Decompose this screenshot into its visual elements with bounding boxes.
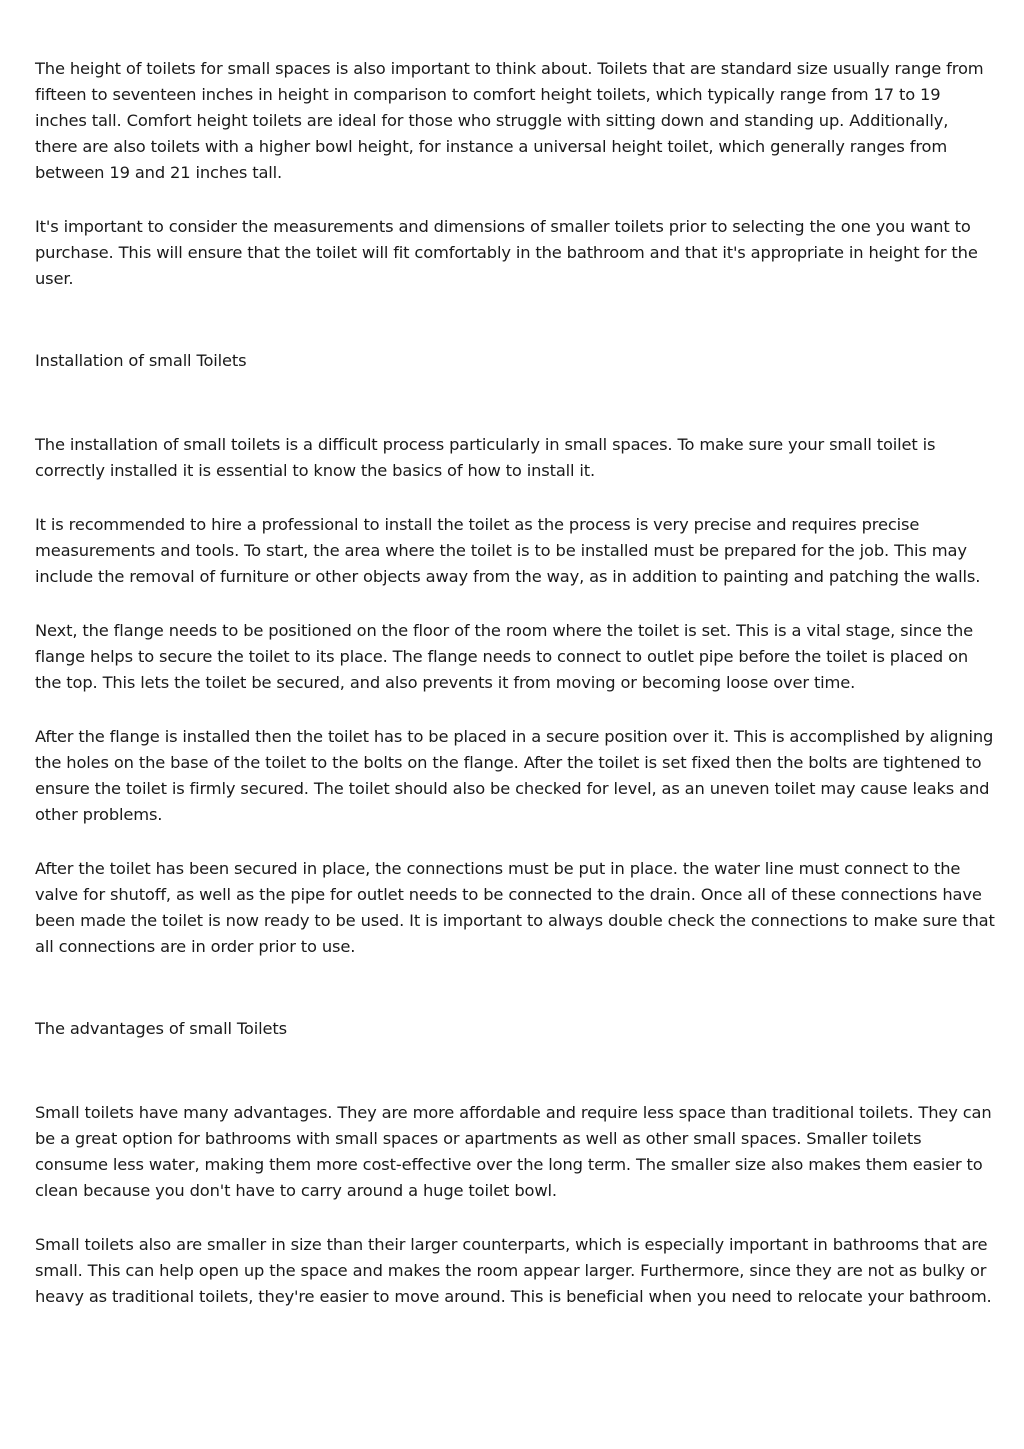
paragraph-measurements: It's important to consider the measurements and dimensions of smaller toilets prior to selecting the one you want to purchase. This will ensure that the toilet will fit comfortably in the bathroom and that it's appropriate in height for the user. xyxy=(35,217,978,288)
paragraph-placing-toilet: After the flange is installed then the toilet has to be placed in a secure position over it. This is accomplished by aligning the holes on the base of the toilet to the bolts on the flange. After the toilet is set fixed then the bolts are tightened to ensure the toilet is firmly secured. The toilet should also be checked for level, as an uneven toilet may cause leaks and other problems. xyxy=(35,727,994,824)
paragraph-toilet-height: The height of toilets for small spaces is also important to think about. Toilets that are standard size usually range from fifteen to seventeen inches in height in comparison to comfort height toilets, which typically range from 17 to 19 inches tall. Comfort height toilets are ideal for those who struggle with sitting down and standing up. Additionally, there are also toilets with a higher bowl height, for instance a universal height toilet, which generally ranges from between 19 and 21 inches tall. xyxy=(35,59,984,182)
heading-advantages: The advantages of small Toilets xyxy=(35,1019,287,1038)
paragraph-installation-intro: The installation of small toilets is a difficult process particularly in small spaces. To make sure your small toilet is correctly installed it is essential to know the basics of how to install it. xyxy=(35,435,936,480)
paragraph-flange: Next, the flange needs to be positioned on the floor of the room where the toilet is set. This is a vital stage, since the flange helps to secure the toilet to its place. The flange needs to connect to outlet pipe before the toilet is placed on the top. This lets the toilet be secured, and also prevents it from moving or becoming loose over time. xyxy=(35,621,974,692)
paragraph-advantages: Small toilets have many advantages. They are more affordable and require less space than traditional toilets. They can be a great option for bathrooms with small spaces or apartments as well as other small spaces. Smaller toilets consume less water, making them more cost-effective over the long term. The smaller size also makes them easier to clean because you don't have to carry around a huge toilet bowl. xyxy=(35,1103,992,1200)
paragraph-connections: After the toilet has been secured in place, the connections must be put in place. the water line must connect to the valve for shutoff, as well as the pipe for outlet needs to be connected to the drain. Once all of these connections have been made the toilet is now ready to be used. It is important to always double check the connections to make sure that all connections are in order prior to use. xyxy=(35,859,995,956)
paragraph-smaller-size: Small toilets also are smaller in size than their larger counterparts, which is especially important in bathrooms that are small. This can help open up the space and makes the room appear larger. Furthermore, since they are not as bulky or heavy as traditional toilets, they're easier to move around. This is beneficial when you need to relocate your bathroom. xyxy=(35,1235,992,1306)
document-page xyxy=(35,56,995,1338)
heading-installation: Installation of small Toilets xyxy=(35,351,247,370)
paragraph-hire-professional: It is recommended to hire a professional to install the toilet as the process is very precise and requires precise measurements and tools. To start, the area where the toilet is to be installed must be prepared for the job. This may include the removal of furniture or other objects away from the way, as in addition to painting and patching the walls. xyxy=(35,515,981,586)
